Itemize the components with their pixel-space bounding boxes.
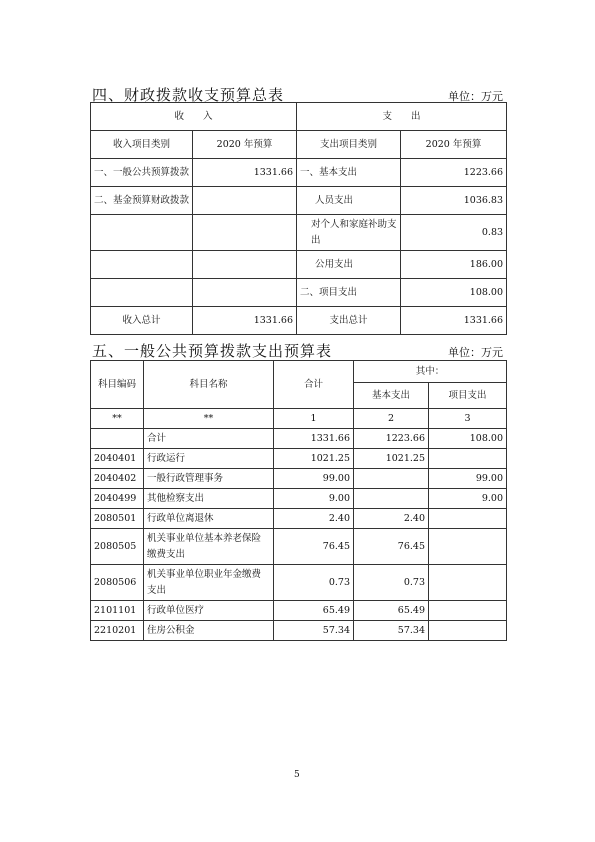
section4-unit: 单位：万元	[448, 90, 503, 103]
table-row	[91, 601, 507, 621]
section5-title: 五、一般公共预算拨款支出预算表	[92, 342, 333, 360]
project-cell	[429, 621, 507, 641]
name-cell: 一般行政管理事务	[144, 469, 274, 489]
basic-cell: 65.49	[354, 601, 429, 621]
expense-value: 1223.66	[401, 159, 507, 187]
expense-item: 一、基本支出	[297, 159, 401, 187]
total-cell: 9.00	[274, 489, 354, 509]
general-budget-expense-table	[90, 360, 507, 641]
income-category-header: 收入项目类别	[91, 131, 193, 159]
code-cell: 2210201	[91, 621, 144, 641]
basic-cell: 57.34	[354, 621, 429, 641]
expense-item: 二、项目支出	[297, 279, 401, 307]
name-cell: 其他检察支出	[144, 489, 274, 509]
income-item	[91, 279, 193, 307]
index-cell: **	[144, 409, 274, 429]
expense-item: 对个人和家庭补助支出	[297, 215, 401, 251]
table-row	[91, 469, 507, 489]
income-value: 1331.66	[193, 159, 297, 187]
name-cell: 行政单位医疗	[144, 601, 274, 621]
income-value	[193, 187, 297, 215]
index-cell: 3	[429, 409, 507, 429]
income-item	[91, 251, 193, 279]
name-cell: 行政运行	[144, 449, 274, 469]
name-header: 科目名称	[144, 361, 274, 409]
of-which-header: 其中：	[354, 361, 507, 383]
income-value	[193, 251, 297, 279]
code-cell: 2040402	[91, 469, 144, 489]
income-budget-header: 2020 年预算	[193, 131, 297, 159]
code-cell: 2080506	[91, 565, 144, 601]
name-cell: 行政单位离退休	[144, 509, 274, 529]
total-cell: 65.49	[274, 601, 354, 621]
basic-cell: 1223.66	[354, 429, 429, 449]
basic-cell	[354, 489, 429, 509]
expense-value: 1036.83	[401, 187, 507, 215]
code-cell: 2080505	[91, 529, 144, 565]
income-total-value: 1331.66	[193, 307, 297, 335]
section4-title: 四、财政拨款收支预算总表	[92, 86, 285, 104]
income-item: 一、一般公共预算拨款	[91, 159, 193, 187]
name-cell: 机关事业单位职业年金缴费支出	[144, 565, 274, 601]
income-item: 二、基金预算财政拨款	[91, 187, 193, 215]
table-row	[91, 449, 507, 469]
total-cell: 99.00	[274, 469, 354, 489]
project-cell	[429, 565, 507, 601]
total-cell: 0.73	[274, 565, 354, 601]
expense-item: 公用支出	[297, 251, 401, 279]
name-cell: 合计	[144, 429, 274, 449]
expense-header: 支 出	[297, 103, 507, 131]
basic-cell: 1021.25	[354, 449, 429, 469]
index-cell: 2	[354, 409, 429, 429]
project-cell: 9.00	[429, 489, 507, 509]
income-expense-summary-table	[90, 102, 507, 335]
total-cell: 1021.25	[274, 449, 354, 469]
table-row	[91, 429, 507, 449]
table-row	[91, 621, 507, 641]
page-number: 5	[294, 770, 300, 780]
total-cell: 57.34	[274, 621, 354, 641]
table-row	[91, 489, 507, 509]
expense-item: 人员支出	[297, 187, 401, 215]
index-cell: 1	[274, 409, 354, 429]
code-cell: 2080501	[91, 509, 144, 529]
table-row	[91, 509, 507, 529]
section5-unit: 单位：万元	[448, 346, 503, 359]
project-header: 项目支出	[429, 383, 507, 409]
expense-value: 186.00	[401, 251, 507, 279]
income-value	[193, 279, 297, 307]
income-value	[193, 215, 297, 251]
basic-header: 基本支出	[354, 383, 429, 409]
expense-total-label: 支出总计	[297, 307, 401, 335]
expense-total-value: 1331.66	[401, 307, 507, 335]
name-cell: 住房公积金	[144, 621, 274, 641]
expense-value: 0.83	[401, 215, 507, 251]
code-cell: 2040401	[91, 449, 144, 469]
project-cell: 108.00	[429, 429, 507, 449]
expense-category-header: 支出项目类别	[297, 131, 401, 159]
total-cell: 2.40	[274, 509, 354, 529]
basic-cell: 2.40	[354, 509, 429, 529]
project-cell	[429, 449, 507, 469]
basic-cell: 76.45	[354, 529, 429, 565]
basic-cell	[354, 469, 429, 489]
index-cell: **	[91, 409, 144, 429]
code-cell	[91, 429, 144, 449]
code-cell: 2040499	[91, 489, 144, 509]
expense-value: 108.00	[401, 279, 507, 307]
basic-cell: 0.73	[354, 565, 429, 601]
name-cell: 机关事业单位基本养老保险缴费支出	[144, 529, 274, 565]
project-cell: 99.00	[429, 469, 507, 489]
code-cell: 2101101	[91, 601, 144, 621]
income-header: 收 入	[91, 103, 297, 131]
total-cell: 1331.66	[274, 429, 354, 449]
total-header: 合计	[274, 361, 354, 409]
table-row	[91, 529, 507, 565]
table-row	[91, 565, 507, 601]
project-cell	[429, 529, 507, 565]
project-cell	[429, 509, 507, 529]
total-cell: 76.45	[274, 529, 354, 565]
code-header: 科目编码	[91, 361, 144, 409]
expense-budget-header: 2020 年预算	[401, 131, 507, 159]
income-total-label: 收入总计	[91, 307, 193, 335]
income-item	[91, 215, 193, 251]
project-cell	[429, 601, 507, 621]
